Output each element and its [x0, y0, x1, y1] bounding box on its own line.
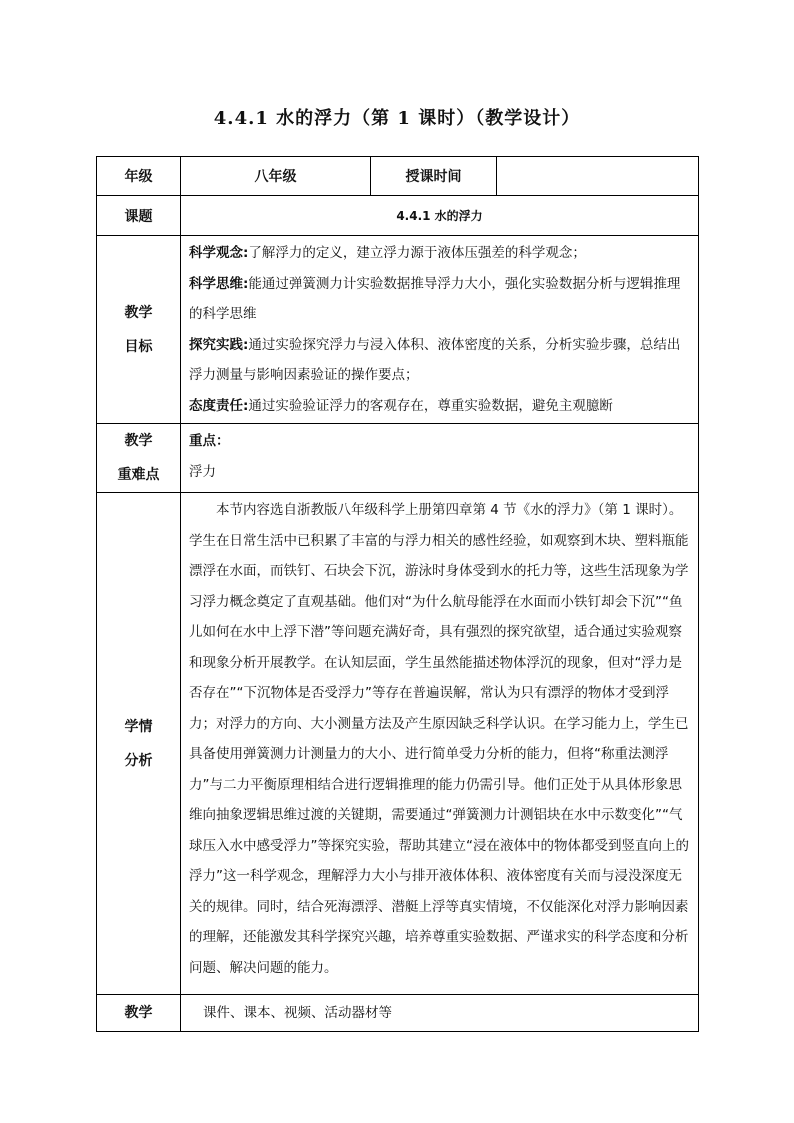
goal-key: 科学思维:: [189, 275, 249, 292]
class-time-label: 授课时间: [371, 157, 497, 196]
grade-value: 八年级: [181, 157, 371, 196]
row-grade: [97, 157, 699, 196]
goal-text: 能通过弹簧测力计实验数据推导浮力大小，强化实验数据分析与逻辑推理的科学思维: [189, 275, 681, 322]
key-points-label-line1: 教学: [124, 433, 153, 449]
goals-label: [97, 236, 181, 424]
resources-content: 课件、课本、视频、活动器材等: [181, 995, 699, 1032]
class-time-value: [497, 157, 699, 196]
row-topic: [97, 196, 699, 236]
row-analysis: [97, 493, 699, 995]
analysis-label-line2: 分析: [124, 752, 153, 769]
resources-label: 教学: [97, 995, 181, 1032]
goal-item: [189, 269, 690, 330]
goals-label-line1: 教学: [124, 304, 153, 321]
goal-item: [189, 391, 690, 422]
analysis-label-line1: 学情: [124, 718, 153, 735]
goal-item: [189, 330, 690, 391]
key-points-label: [97, 424, 181, 493]
goal-item: [189, 238, 690, 269]
goal-text: 通过实验验证浮力的客观存在，尊重实验数据，避免主观臆断: [248, 397, 613, 414]
topic-label: 课题: [97, 196, 181, 236]
grade-label: 年级: [97, 157, 181, 196]
goal-text: 了解浮力的定义，建立浮力源于液体压强差的科学观念；: [248, 245, 586, 261]
row-goals: [97, 236, 699, 424]
goal-key: 态度责任:: [189, 397, 249, 414]
goals-content: [181, 236, 699, 424]
row-key-points: [97, 424, 699, 493]
key-points-heading: 重点：: [189, 433, 230, 449]
analysis-paragraph: 本节内容选自浙教版八年级科学上册第四章第 4 节《水的浮力》（第 1 课时）。学生在日常生活中已积累了丰富的与浮力相关的感性经验，如观察到木块、塑料瓶能漂浮在水面，而铁钉、石块会下沉，游泳时身体受到水的托力等，这些生活现象为学习浮力概念奠定了直观基础。他们对“为什么航母能浮在水面而小铁钉却会下沉”“鱼儿如何在水中上浮下潜”等问题充满好奇，具有强烈的探究欲望，适合通过实验观察和现象分析开展教学。在认知层面，学生虽然能描述物体浮沉的现象，但对“浮力是否存在”“下沉物体是否受浮力”等存在普遍误解，常认为只有漂浮的物体才受到浮力；对浮力的方向、大小测量方法及产生原因缺乏科学认识。在学习能力上，学生已具备使用弹簧测力计测量力的大小、进行简单受力分析的能力，但将“称重法测浮力”与二力平衡原理相结合进行逻辑推理的能力仍需引导。他们正处于从具体形象思维向抽象逻辑思维过渡的关键期，需要通过“弹簧测力计测铝块在水中示数变化”“气球压入水中感受浮力”等探究实验，帮助其建立“浸在液体中的物体都受到竖直向上的浮力”这一科学观念，理解浮力大小与排开液体体积、液体密度有关而与浸没深度无关的规律。同时，结合死海漂浮、潜艇上浮等真实情境，不仅能深化对浮力影响因素的理解，还能激发其科学探究兴趣，培养尊重实验数据、严谨求实的科学态度和分析问题、解决问题的能力。: [189, 502, 689, 976]
key-points-text: 浮力: [189, 463, 216, 480]
goal-key: 科学观念:: [189, 245, 249, 261]
analysis-content: [181, 493, 699, 995]
document-title: 4.4.1 水的浮力（第 1 课时）（教学设计）: [213, 108, 581, 129]
goal-key: 探究实践:: [189, 336, 249, 353]
goals-label-line2: 目标: [124, 338, 153, 355]
key-points-content: [181, 424, 699, 493]
key-points-label-line2: 重难点: [117, 467, 160, 483]
row-resources: [97, 995, 699, 1032]
lesson-plan-table: [96, 156, 699, 1032]
analysis-label: [97, 493, 181, 995]
goal-text: 通过实验探究浮力与浸入体积、液体密度的关系，分析实验步骤，总结出浮力测量与影响因素验证的操作要点；: [189, 336, 681, 383]
topic-value: 4.4.1 水的浮力: [181, 196, 699, 236]
